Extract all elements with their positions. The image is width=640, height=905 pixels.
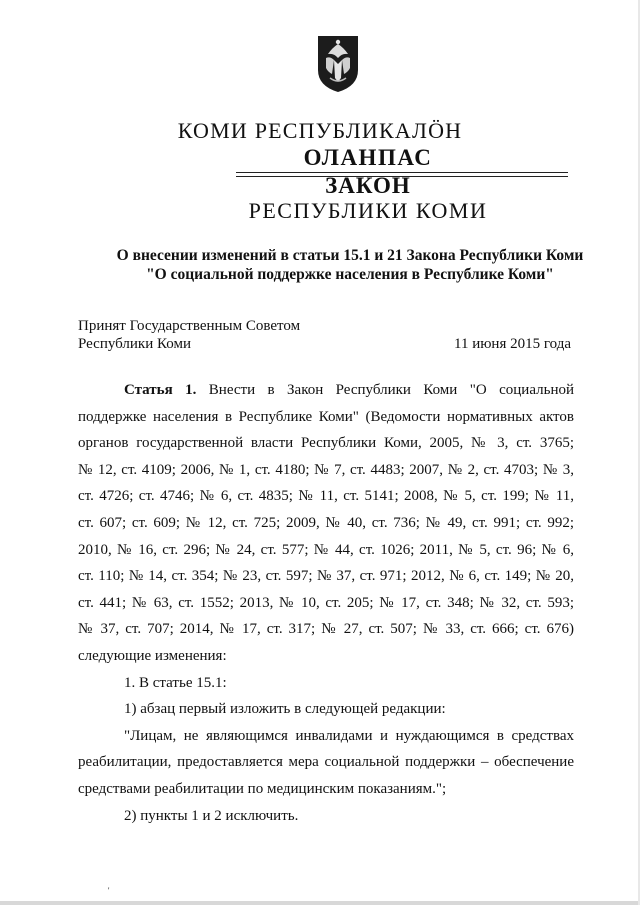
body-line: следующие изменения: bbox=[78, 647, 227, 664]
law-body bbox=[78, 377, 574, 829]
body-line: № 12, ст. 4109; 2006, № 1, ст. 4180; № 7, ст. 4483; 2007, № 2, ст. 4703; № 3, bbox=[78, 461, 574, 478]
body-line: ст. 441; № 63, ст. 1552; 2013, № 10, ст. 205; № 17, ст. 348; № 32, ст. 593; bbox=[78, 594, 574, 611]
coat-of-arms-icon bbox=[316, 34, 360, 94]
body-line: 2010, № 16, ст. 296; № 24, ст. 577; № 44, ст. 1026; 2011, № 5, ст. 96; № 6, bbox=[78, 541, 574, 558]
body-line: 1) абзац первый изложить в следующей редакции: bbox=[124, 701, 446, 718]
body-line: органов государственной власти Республики Коми, 2005, № 3, ст. 3765; bbox=[78, 435, 574, 452]
body-line: средствами реабилитации по медицинским показаниям."; bbox=[78, 780, 447, 797]
scan-mark: ' bbox=[108, 886, 110, 895]
law-subject-line: О внесении изменений в статьи 15.1 и 21 Закона Республики Коми bbox=[116, 247, 584, 264]
article-label: Статья 1. bbox=[124, 382, 197, 398]
header-line-republic: РЕСПУБЛИКИ КОМИ bbox=[248, 198, 488, 223]
body-line: 1. В статье 15.1: bbox=[124, 674, 227, 691]
body-line: "Лицам, не являющимся инвалидами и нуждающимся в средствах bbox=[124, 727, 574, 744]
header-line-komi: КОМИ РЕСПУБЛИКАЛÖН bbox=[177, 118, 463, 143]
body-line bbox=[78, 377, 574, 404]
body-line: ст. 607; ст. 609; № 12, ст. 725; 2009, № 40, ст. 736; № 49, ст. 991; ст. 992; bbox=[78, 514, 574, 531]
body-line: реабилитации, предоставляется мера социальной поддержки – обеспечение bbox=[78, 754, 574, 771]
scan-bottom-edge bbox=[0, 901, 640, 905]
law-subject-line: "О социальной поддержке населения в Республике Коми" bbox=[146, 266, 554, 283]
adoption-authority: Республики Коми bbox=[78, 336, 191, 352]
header-line-olanpas: ОЛАНПАС bbox=[303, 145, 433, 170]
header-line-zakon: ЗАКОН bbox=[325, 173, 411, 198]
body-line: 2) пункты 1 и 2 исключить. bbox=[124, 807, 299, 824]
body-line: поддержке населения в Республике Коми" (Ведомости нормативных актов bbox=[78, 408, 574, 425]
adoption-date: 11 июня 2015 года bbox=[454, 336, 571, 352]
body-line: ст. 4726; ст. 4746; № 6, ст. 4835; № 11, ст. 5141; 2008, № 5, ст. 199; № 11, bbox=[78, 488, 574, 505]
body-line: ст. 110; № 14, ст. 354; № 23, ст. 597; № 37, ст. 971; 2012, № 6, ст. 149; № 20, bbox=[78, 568, 574, 585]
body-line-text: Внести в Закон Республики Коми "О социальной bbox=[196, 382, 574, 398]
body-line: № 37, ст. 707; 2014, № 17, ст. 317; № 27, ст. 507; № 33, ст. 666; ст. 676) bbox=[78, 621, 574, 638]
adoption-authority: Принят Государственным Советом bbox=[78, 318, 301, 334]
